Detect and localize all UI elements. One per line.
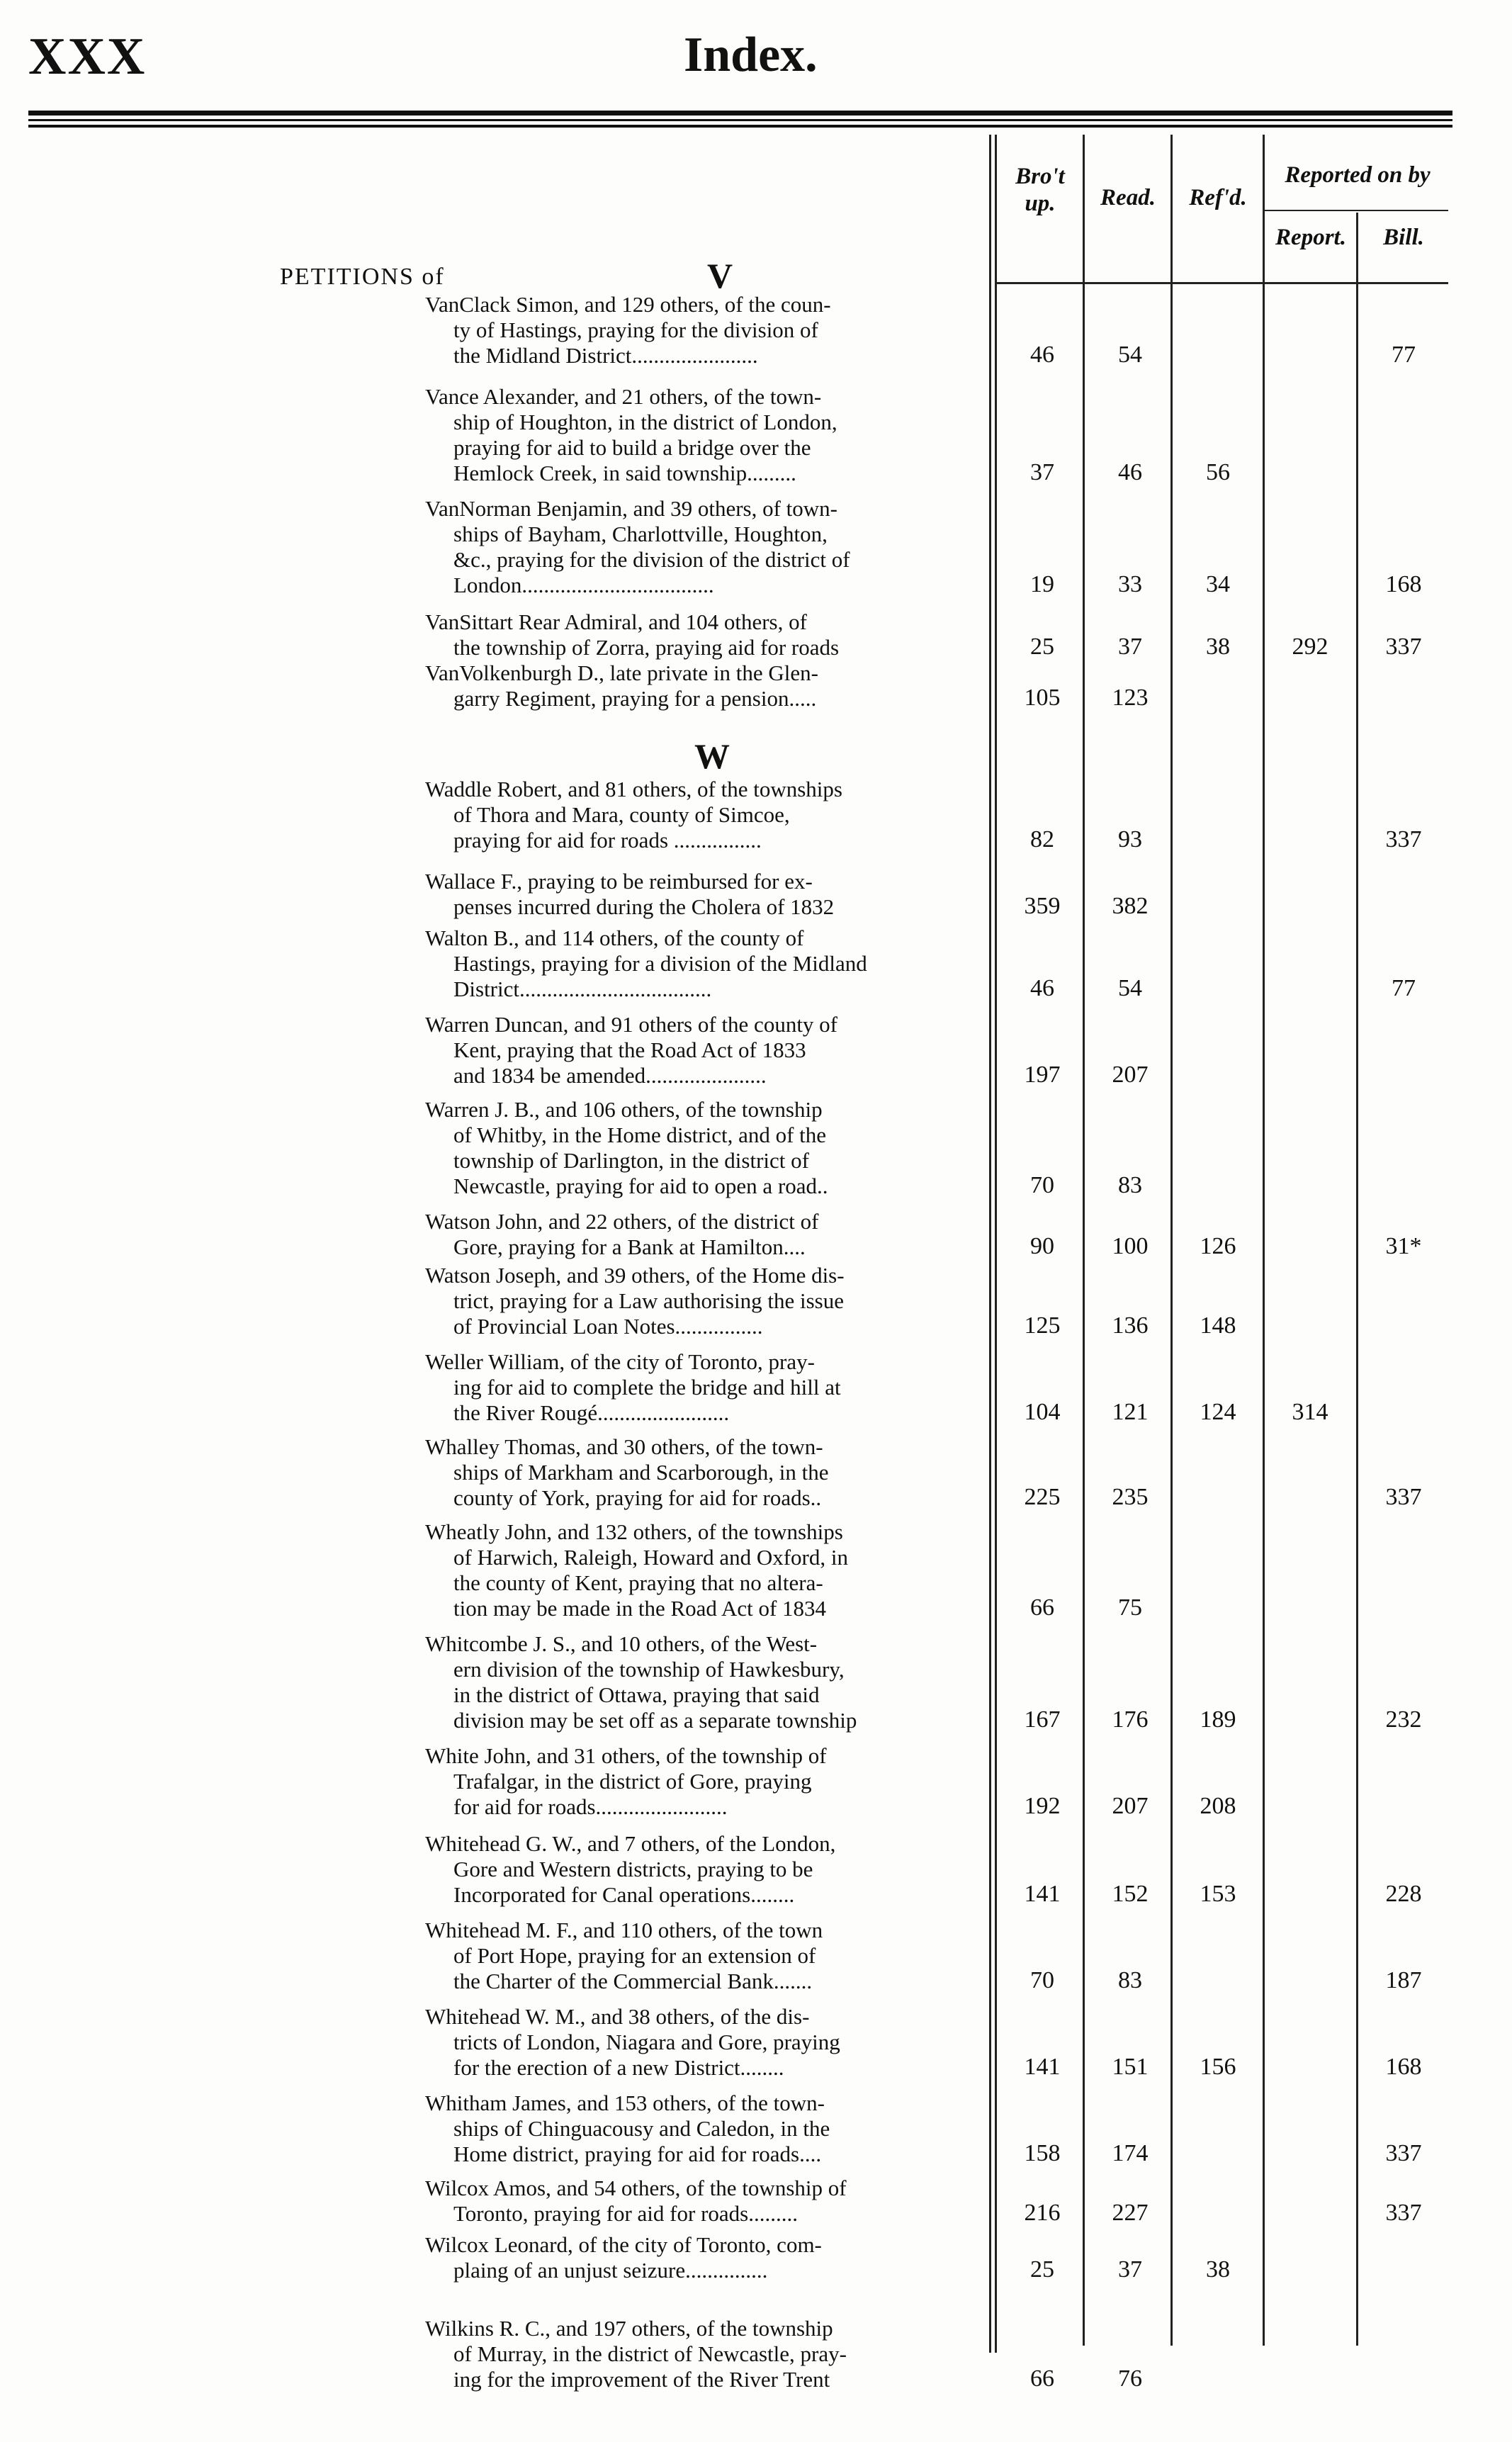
column-header-referred: Ref'd.	[1189, 185, 1247, 210]
petition-entry	[425, 1519, 985, 1621]
read-value: 54	[1118, 975, 1142, 1001]
petition-entry	[425, 1631, 985, 1733]
bill-value: 168	[1385, 571, 1422, 597]
petition-entry-line: Vance Alexander, and 21 others, of the town-	[425, 384, 822, 409]
petition-entry-line: ing for aid to complete the bridge and hill at	[453, 1375, 841, 1400]
petition-entry	[425, 2004, 985, 2081]
read-value: 121	[1112, 1399, 1149, 1425]
bill-value: 337	[1385, 2140, 1422, 2166]
petition-entry-line: of Whitby, in the Home district, and of the	[453, 1122, 827, 1147]
petition-entry	[425, 1263, 985, 1339]
petition-entry-line: Wilkins R. C., and 197 others, of the township	[425, 2316, 833, 2341]
read-value: 174	[1112, 2140, 1149, 2166]
brought-up-value: 37	[1030, 459, 1054, 485]
petition-entry-line: Toronto, praying for aid for roads.........	[453, 2201, 798, 2226]
header-rule	[28, 125, 1452, 128]
petition-entry-line: ship of Houghton, in the district of London,	[453, 410, 837, 434]
brought-up-value: 141	[1024, 1881, 1061, 1907]
petition-entry	[425, 1918, 985, 1994]
read-value: 46	[1118, 459, 1142, 485]
petition-entry-line: Home district, praying for aid for roads....	[453, 2142, 822, 2166]
petition-entry	[425, 1743, 985, 1820]
petition-entry-line: tricts of London, Niagara and Gore, praying	[453, 2030, 840, 2054]
petition-entry	[425, 2091, 985, 2167]
referred-value: 148	[1200, 1312, 1236, 1339]
petition-entry-line: Trafalgar, in the district of Gore, praying	[453, 1769, 812, 1794]
petition-entry	[425, 1349, 985, 1426]
referred-value: 38	[1206, 2256, 1230, 2283]
brought-up-value: 82	[1030, 826, 1054, 853]
read-value: 54	[1118, 342, 1142, 368]
petition-entry-line: Whitehead G. W., and 7 others, of the London,	[425, 1831, 836, 1856]
brought-up-value: 167	[1024, 1706, 1061, 1733]
petition-entry-line: Whitcombe J. S., and 10 others, of the West-	[425, 1631, 818, 1656]
petition-entry-line: Gore and Western districts, praying to be	[453, 1857, 813, 1881]
page-number: XXX	[28, 28, 147, 86]
brought-up-value: 90	[1030, 1233, 1054, 1259]
petition-entry-line: ty of Hastings, praying for the division of	[453, 317, 818, 342]
group-letter: V	[707, 256, 733, 296]
petition-entry-line: of Port Hope, praying for an extension of	[453, 1943, 816, 1968]
petition-entry-line: Whitehead M. F., and 110 others, of the town	[425, 1918, 823, 1942]
header-underline	[995, 282, 1448, 284]
petition-entry	[425, 1831, 985, 1908]
petition-entry-line: Kent, praying that the Road Act of 1833	[453, 1037, 806, 1062]
petition-entry-line: division may be set off as a separate township	[453, 1708, 857, 1733]
column-divider	[989, 135, 991, 2353]
petition-entry-line: for the erection of a new District........	[453, 2055, 784, 2080]
bill-value: 168	[1385, 2054, 1422, 2080]
petition-entry-line: VanClack Simon, and 129 others, of the coun-	[425, 292, 831, 317]
petition-entry-line: Warren J. B., and 106 others, of the township	[425, 1097, 823, 1122]
petition-entry-line: ships of Markham and Scarborough, in the	[453, 1460, 829, 1485]
petition-entry-line: &c., praying for the division of the district of	[453, 547, 850, 572]
petition-entry	[425, 925, 985, 1002]
bill-value: 337	[1385, 1484, 1422, 1510]
read-value: 100	[1112, 1233, 1149, 1259]
bill-value: 337	[1385, 2200, 1422, 2226]
petition-entry-line: Wilcox Amos, and 54 others, of the township of	[425, 2176, 847, 2200]
brought-up-value: 125	[1024, 1312, 1061, 1339]
petition-entry-line: London...................................	[453, 573, 714, 597]
petition-entry-line: the Midland District.......................	[453, 343, 758, 368]
read-value: 207	[1112, 1062, 1149, 1088]
bill-value: 187	[1385, 1967, 1422, 1993]
petition-entry-line: in the district of Ottawa, praying that said	[453, 1682, 820, 1707]
group-letter: W	[694, 736, 730, 776]
column-header-reported-on-by: Reported on by	[1285, 162, 1431, 188]
reported-underline	[1263, 210, 1448, 211]
petition-entry	[425, 2316, 985, 2392]
petition-entry-line: Hemlock Creek, in said township.........	[453, 461, 796, 485]
read-value: 235	[1112, 1484, 1149, 1510]
petition-entry-line: ships of Bayham, Charlottville, Houghton,	[453, 522, 828, 546]
petition-entry	[425, 292, 985, 368]
petition-entry	[425, 1209, 985, 1260]
brought-up-value: 70	[1030, 1967, 1054, 1993]
brought-up-value: 197	[1024, 1062, 1061, 1088]
petition-entry-line: Whalley Thomas, and 30 others, of the town-	[425, 1434, 823, 1459]
read-value: 93	[1118, 826, 1142, 853]
brought-up-value: 105	[1024, 685, 1061, 711]
petition-entry-line: Whitham James, and 153 others, of the town-	[425, 2091, 825, 2115]
petition-entry-line: Weller William, of the city of Toronto, pray-	[425, 1349, 815, 1374]
petition-entry-line: of Murray, in the district of Newcastle, pray-	[453, 2341, 847, 2366]
brought-up-value: 66	[1030, 2365, 1054, 2392]
column-divider	[1263, 135, 1265, 2346]
petition-entry-line: Wheatly John, and 132 others, of the townships	[425, 1519, 843, 1544]
bill-value: 228	[1385, 1881, 1422, 1907]
petition-entry	[425, 384, 985, 486]
petition-entry	[425, 1012, 985, 1088]
column-header-read: Read.	[1100, 185, 1156, 210]
referred-value: 38	[1206, 634, 1230, 660]
referred-value: 153	[1200, 1881, 1236, 1907]
read-value: 176	[1112, 1706, 1149, 1733]
petition-entry	[425, 777, 985, 853]
petition-entry-line: VanVolkenburgh D., late private in the Glen-	[425, 660, 819, 685]
petition-entry-line: garry Regiment, praying for a pension.....	[453, 686, 817, 711]
bill-value: 232	[1385, 1706, 1422, 1733]
header-rule	[28, 111, 1452, 116]
petition-entry-line: the Charter of the Commercial Bank.......	[453, 1969, 813, 1993]
read-value: 152	[1112, 1881, 1149, 1907]
petition-entry-line: Watson John, and 22 others, of the district of	[425, 1209, 819, 1234]
read-value: 83	[1118, 1967, 1142, 1993]
petition-entry-line: District...................................	[453, 977, 712, 1001]
read-value: 227	[1112, 2200, 1149, 2226]
read-value: 37	[1118, 2256, 1142, 2283]
brought-up-value: 19	[1030, 571, 1054, 597]
petition-entry-line: Wallace F., praying to be reimbursed for ex-	[425, 869, 813, 894]
brought-up-value: 225	[1024, 1484, 1061, 1510]
petition-entry-line: and 1834 be amended......................	[453, 1063, 767, 1088]
report-value: 314	[1292, 1399, 1328, 1425]
petition-entry-line: praying for aid for roads ................	[453, 828, 762, 853]
petition-entry-line: VanNorman Benjamin, and 39 others, of town-	[425, 496, 837, 521]
petition-entry-line: Wilcox Leonard, of the city of Toronto, com-	[425, 2232, 822, 2257]
petition-entry-line: plaing of an unjust seizure...............	[453, 2258, 768, 2283]
brought-up-value: 70	[1030, 1172, 1054, 1198]
brought-up-value: 46	[1030, 975, 1054, 1001]
read-value: 382	[1112, 893, 1149, 919]
petition-entry-line: tion may be made in the Road Act of 1834	[453, 1596, 827, 1621]
bill-value: 31*	[1385, 1233, 1422, 1259]
brought-up-value: 25	[1030, 634, 1054, 660]
read-value: 37	[1118, 634, 1142, 660]
petition-entry-line: Hastings, praying for a division of the Midland	[453, 951, 867, 976]
column-header-bill: Bill.	[1383, 225, 1424, 250]
read-value: 123	[1112, 685, 1149, 711]
petition-entry-line: Whitehead W. M., and 38 others, of the dis-	[425, 2004, 810, 2029]
petition-entry-line: Watson Joseph, and 39 others, of the Home dis-	[425, 1263, 845, 1288]
brought-up-value: 359	[1024, 893, 1061, 919]
report-value: 292	[1292, 634, 1328, 660]
petition-entry-line: penses incurred during the Cholera of 1832	[453, 894, 835, 919]
bill-value: 77	[1392, 975, 1416, 1001]
petition-entry	[425, 1434, 985, 1511]
petition-entry-line: ern division of the township of Hawkesbury,	[453, 1657, 845, 1682]
petition-entry-line: praying for aid to build a bridge over the	[453, 435, 811, 460]
section-label: PETITIONS of	[280, 264, 445, 290]
column-header-brought-up: Bro't up.	[1015, 164, 1065, 216]
referred-value: 126	[1200, 1233, 1236, 1259]
brought-up-value: 104	[1024, 1399, 1061, 1425]
bill-value: 77	[1392, 342, 1416, 368]
petition-entry-line: Waddle Robert, and 81 others, of the townships	[425, 777, 842, 801]
read-value: 76	[1118, 2365, 1142, 2392]
petition-entry-line: ships of Chinguacousy and Caledon, in the	[453, 2116, 830, 2141]
brought-up-value: 25	[1030, 2256, 1054, 2283]
brought-up-value: 66	[1030, 1594, 1054, 1621]
column-divider	[1083, 135, 1085, 2346]
referred-value: 34	[1206, 571, 1230, 597]
bill-value: 337	[1385, 634, 1422, 660]
petition-entry-line: of Harwich, Raleigh, Howard and Oxford, in	[453, 1545, 848, 1570]
petition-entry-line: the county of Kent, praying that no altera-	[453, 1570, 823, 1595]
petition-entry-line: White John, and 31 others, of the township of	[425, 1743, 827, 1768]
read-value: 33	[1118, 571, 1142, 597]
column-divider	[1356, 213, 1358, 2346]
referred-value: 156	[1200, 2054, 1236, 2080]
petition-entry	[425, 2176, 985, 2227]
brought-up-value: 141	[1024, 2054, 1061, 2080]
petition-entry	[425, 2232, 985, 2283]
petition-entry	[425, 1097, 985, 1199]
petition-entry-line: Walton B., and 114 others, of the county of	[425, 925, 804, 950]
petition-entry-line: Warren Duncan, and 91 others of the county of	[425, 1012, 838, 1037]
petition-entry-line: VanSittart Rear Admiral, and 104 others, of	[425, 609, 807, 634]
read-value: 83	[1118, 1172, 1142, 1198]
referred-value: 208	[1200, 1793, 1236, 1819]
petition-entry-line: of Thora and Mara, county of Simcoe,	[453, 802, 790, 827]
petition-entry-line: the township of Zorra, praying aid for roads	[453, 635, 840, 660]
referred-value: 124	[1200, 1399, 1236, 1425]
header-rule	[28, 119, 1452, 121]
petition-entry-line: county of York, praying for aid for roads..	[453, 1485, 822, 1510]
petition-entry-line: Incorporated for Canal operations........	[453, 1882, 795, 1907]
petition-entry	[425, 609, 985, 660]
read-value: 136	[1112, 1312, 1149, 1339]
referred-value: 189	[1200, 1706, 1236, 1733]
petition-entry-line: Gore, praying for a Bank at Hamilton....	[453, 1234, 806, 1259]
read-value: 151	[1112, 2054, 1149, 2080]
bill-value: 337	[1385, 826, 1422, 853]
column-header-report: Report.	[1275, 225, 1346, 250]
page-title: Index.	[684, 28, 818, 82]
read-value: 207	[1112, 1793, 1149, 1819]
petition-entry-line: of Provincial Loan Notes................	[453, 1314, 763, 1339]
referred-value: 56	[1206, 459, 1230, 485]
petition-entry	[425, 660, 985, 711]
brought-up-value: 192	[1024, 1793, 1061, 1819]
brought-up-value: 158	[1024, 2140, 1061, 2166]
petition-entry	[425, 496, 985, 598]
petition-entry-line: trict, praying for a Law authorising the issue	[453, 1288, 844, 1313]
petition-entry-line: Newcastle, praying for aid to open a road..	[453, 1174, 828, 1198]
column-divider	[995, 135, 997, 2353]
petition-entry-line: ing for the improvement of the River Trent	[453, 2367, 830, 2392]
brought-up-value: 216	[1024, 2200, 1061, 2226]
petition-entry-line: township of Darlington, in the district of	[453, 1148, 809, 1173]
petition-entry	[425, 869, 985, 920]
column-divider	[1170, 135, 1173, 2346]
petition-entry-line: the River Rougé........................	[453, 1400, 730, 1425]
brought-up-value: 46	[1030, 342, 1054, 368]
read-value: 75	[1118, 1594, 1142, 1621]
petition-entry-line: for aid for roads........................	[453, 1794, 728, 1819]
